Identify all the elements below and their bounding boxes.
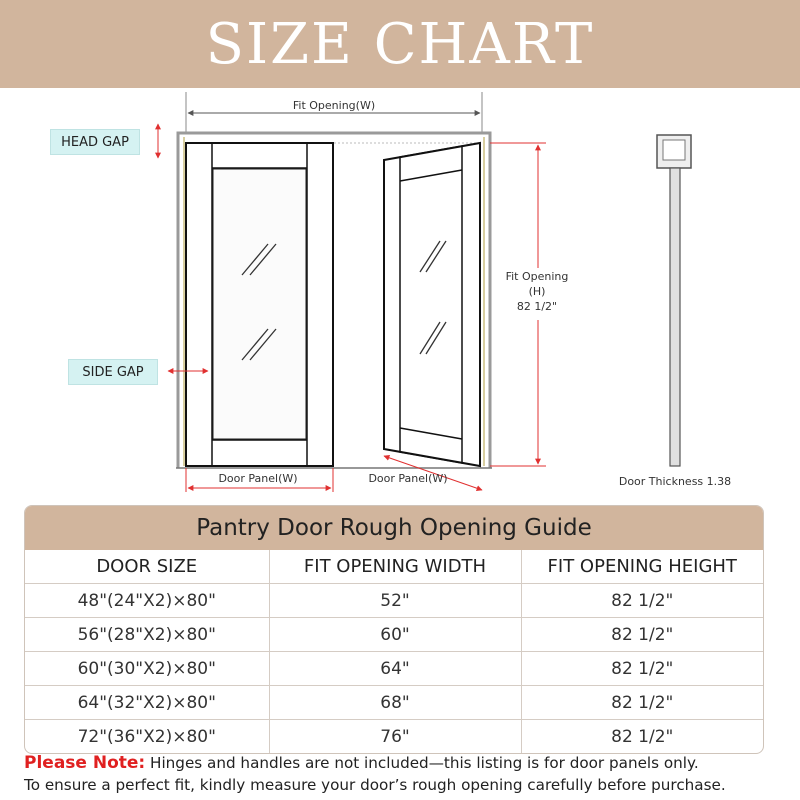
door-size-cell: 48"(24"X2)×80"	[25, 584, 269, 618]
note-text-1: Hinges and handles are not included—this listing is for door panels only.	[145, 754, 699, 772]
table-header-row	[25, 550, 763, 584]
fit-height-cell: 82 1/2"	[521, 652, 763, 686]
fit-width-cell: 68"	[269, 686, 521, 720]
table-row	[25, 618, 763, 652]
note-line-1	[24, 752, 794, 774]
column-header-door-size: DOOR SIZE	[25, 550, 269, 584]
door-panel-right-label: Door Panel(W)	[368, 472, 448, 485]
table-row	[25, 720, 763, 754]
side-gap-label: SIDE GAP	[68, 359, 158, 385]
fit-height-cell: 82 1/2"	[521, 686, 763, 720]
page-title: SIZE CHART	[205, 11, 595, 77]
left-door-panel	[186, 143, 333, 466]
rough-opening-guide	[24, 505, 764, 754]
door-diagram	[0, 88, 800, 500]
fit-height-label-line2: (H)	[528, 285, 546, 298]
table-row	[25, 686, 763, 720]
door-size-cell: 72"(36"X2)×80"	[25, 720, 269, 754]
note-lead: Please Note:	[24, 753, 146, 773]
column-header-fit-width: FIT OPENING WIDTH	[269, 550, 521, 584]
fit-height-label-line1: Fit Opening	[505, 270, 569, 283]
fit-width-cell: 64"	[269, 652, 521, 686]
door-thickness-label: Door Thickness 1.38	[618, 475, 732, 488]
header-banner	[0, 0, 800, 88]
column-header-fit-height: FIT OPENING HEIGHT	[521, 550, 763, 584]
fit-height-cell: 82 1/2"	[521, 720, 763, 754]
fit-width-cell: 76"	[269, 720, 521, 754]
door-size-cell: 60"(30"X2)×80"	[25, 652, 269, 686]
purchase-note	[24, 752, 794, 796]
fit-height-cell: 82 1/2"	[521, 584, 763, 618]
door-size-cell: 56"(28"X2)×80"	[25, 618, 269, 652]
head-gap-label: HEAD GAP	[50, 129, 140, 155]
note-text-2: To ensure a perfect fit, kindly measure your door’s rough opening carefully before purchase.	[24, 776, 726, 794]
fit-height-label-line3: 82 1/2"	[516, 300, 558, 313]
fit-width-cell: 52"	[269, 584, 521, 618]
door-panel-left-label: Door Panel(W)	[218, 472, 298, 485]
door-thickness-view	[657, 135, 691, 466]
right-door-panel	[384, 143, 480, 466]
fit-width-label: Fit Opening(W)	[292, 99, 376, 112]
fit-width-cell: 60"	[269, 618, 521, 652]
fit-height-cell: 82 1/2"	[521, 618, 763, 652]
guide-title: Pantry Door Rough Opening Guide	[25, 506, 763, 550]
door-size-cell: 64"(32"X2)×80"	[25, 686, 269, 720]
table-row	[25, 584, 763, 618]
table-row	[25, 652, 763, 686]
guide-table	[25, 550, 763, 753]
